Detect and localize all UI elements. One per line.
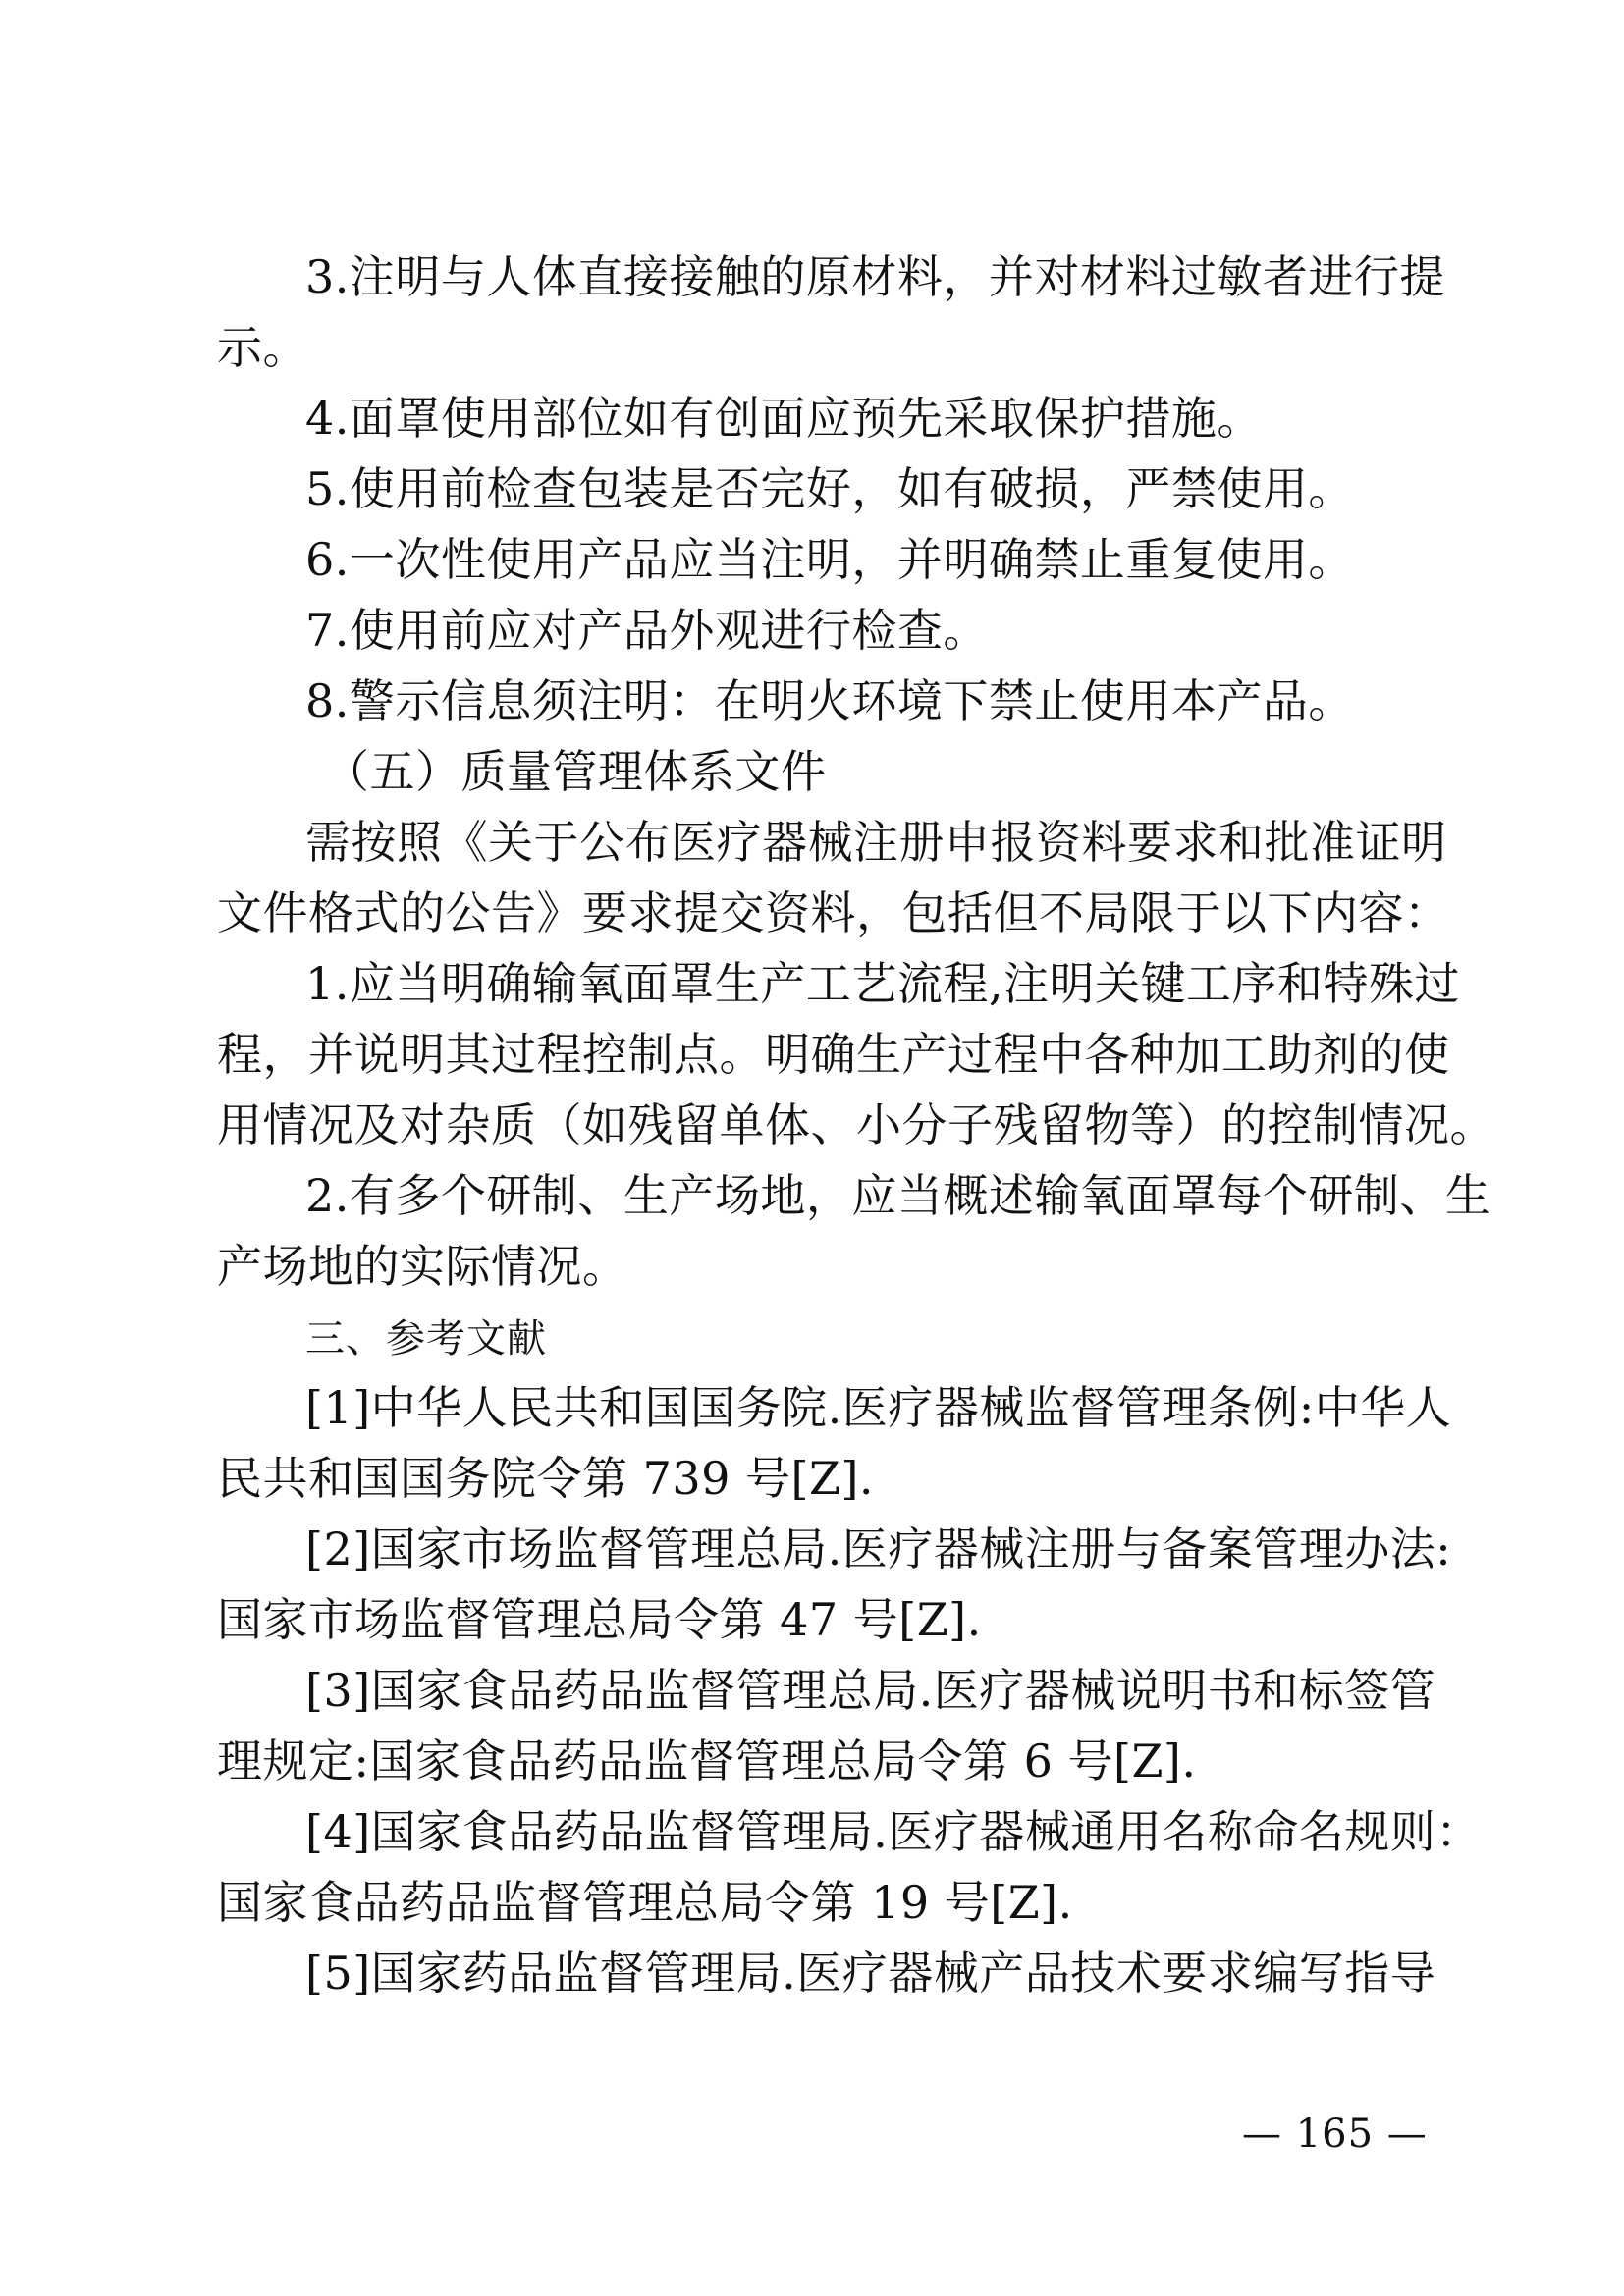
paragraph-line: 5.使用前检查包装是否完好，如有破损，严禁使用。	[305, 462, 1354, 515]
reference-line: [2]国家市场监督管理总局.医疗器械注册与备案管理办法:	[305, 1522, 1452, 1575]
paragraph-line: 2.有多个研制、生产场地，应当概述输氧面罩每个研制、生	[305, 1169, 1491, 1222]
reference-line: 理规定:国家食品药品监督管理总局令第 6 号[Z].	[217, 1735, 1197, 1788]
reference-line: 国家食品药品监督管理总局令第 19 号[Z].	[217, 1876, 1073, 1929]
paragraph-line: 8.警示信息须注明：在明火环境下禁止使用本产品。	[305, 674, 1354, 727]
paragraph-line: 4.面罩使用部位如有创面应预先采取保护措施。	[305, 392, 1263, 445]
paragraph-line: 示。	[217, 321, 308, 374]
paragraph-line: 3.注明与人体直接接触的原材料，并对材料过敏者进行提	[305, 250, 1445, 303]
paragraph-line: 7.使用前应对产品外观进行检查。	[305, 604, 989, 657]
section-heading: 三、参考文献	[305, 1316, 547, 1362]
reference-line: 国家市场监督管理总局令第 47 号[Z].	[217, 1593, 982, 1646]
paragraph-line: 需按照《关于公布医疗器械注册申报资料要求和批准证明	[305, 816, 1447, 869]
paragraph-line: 6.一次性使用产品应当注明，并明确禁止重复使用。	[305, 533, 1354, 586]
reference-line: 民共和国国务院令第 739 号[Z].	[217, 1452, 875, 1505]
page-number: — 165 —	[1242, 2111, 1428, 2157]
paragraph-line: 程，并说明其过程控制点。明确生产过程中各种加工助剂的使	[217, 1028, 1450, 1081]
subsection-heading: （五）质量管理体系文件	[324, 745, 827, 798]
reference-line: [1]中华人民共和国国务院.医疗器械监督管理条例:中华人	[305, 1381, 1452, 1434]
paragraph-line: 产场地的实际情况。	[217, 1240, 628, 1293]
reference-line: [5]国家药品监督管理局.医疗器械产品技术要求编写指导	[305, 1947, 1436, 2000]
reference-line: [4]国家食品药品监督管理局.医疗器械通用名称命名规则：	[305, 1805, 1482, 1858]
paragraph-line: 文件格式的公告》要求提交资料，包括但不局限于以下内容：	[217, 886, 1450, 939]
paragraph-line: 1.应当明确输氧面罩生产工艺流程,注明关键工序和特殊过	[305, 957, 1461, 1010]
reference-line: [3]国家食品药品监督管理总局.医疗器械说明书和标签管	[305, 1664, 1436, 1717]
paragraph-line: 用情况及对杂质（如残留单体、小分子残留物等）的控制情况。	[217, 1098, 1495, 1151]
